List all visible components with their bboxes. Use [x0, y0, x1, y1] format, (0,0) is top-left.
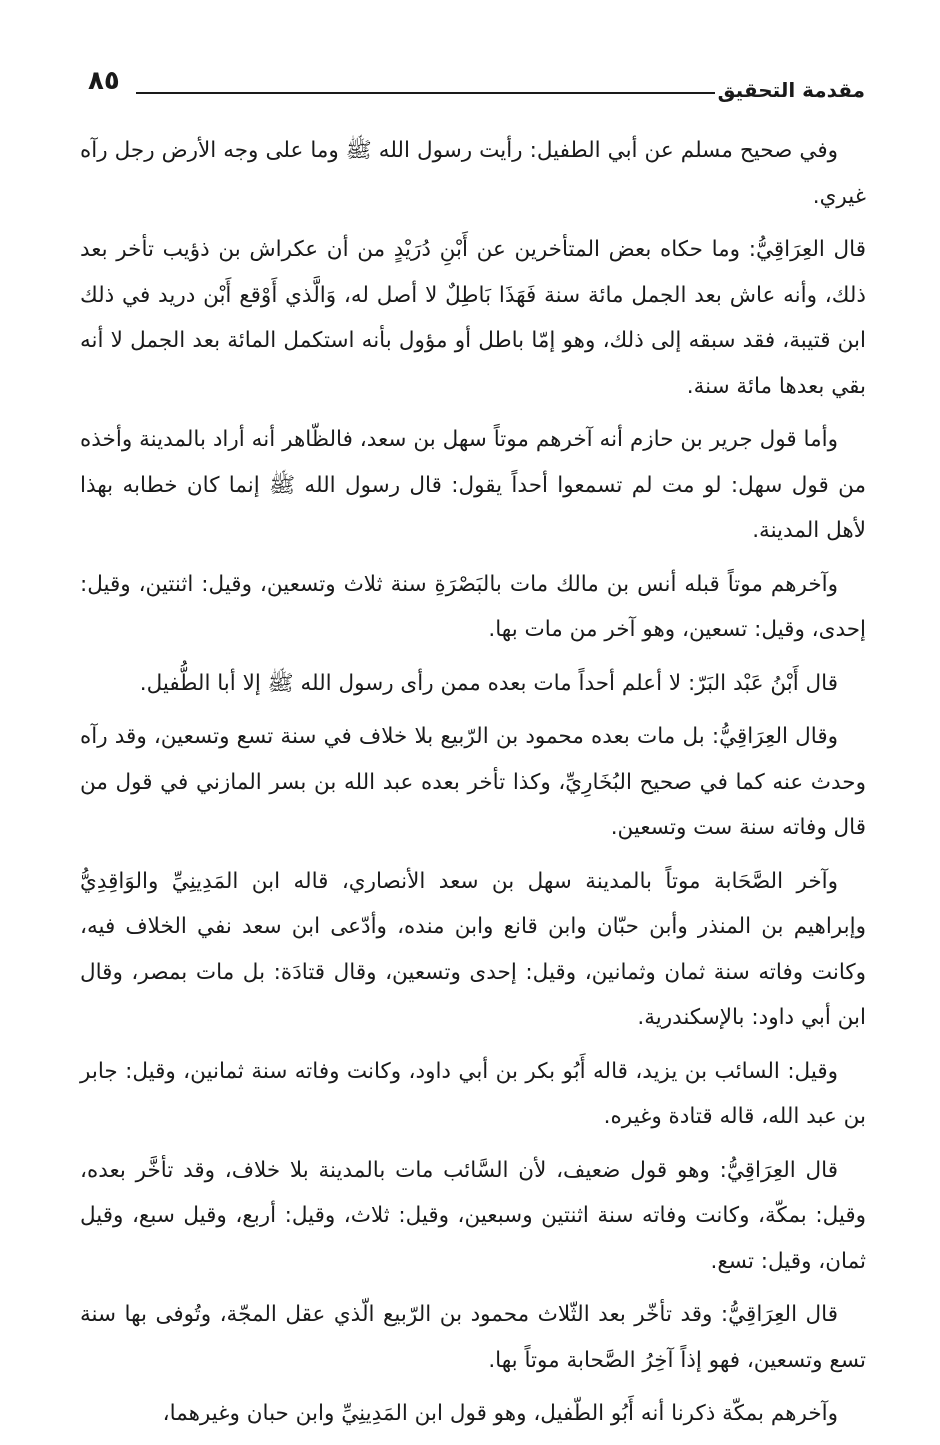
paragraph: قال العِرَاقِيُّ: وقد تأخّر بعد الثّلاث محمود بن الرّبيع الّذي عقل المجّة، وتُوفى بها سنة تسع وتسعين، فهو إذاً آخِرُ الصَّحابة موتاً بها. [80, 1302, 866, 1373]
paragraph: وآخرهم موتاً قبله أنس بن مالك مات بالبَصْرَةِ سنة ثلاث وتسعين، وقيل: اثنتين، وقيل: إحدى، وقيل: تسعين، وهو آخر من مات بها. [80, 571, 866, 642]
paragraph: وآخر الصَّحَابة موتاً بالمدينة سهل بن سعد الأنصاري، قاله ابن المَدِينِيِّ والوَاقِدِيُّ وإبراهيم بن المنذر وأبن حبّان وابن قانع وابن منده، وأدّعى ابن سعد نفي الخلاف فيه، وكانت وفاته سنة ثمان وثمانين، وقيل: إحدى وتسعين، وقال قتادَة: بل مات بمصر، وقال ابن أبي داود: بالإسكندرية. [80, 868, 866, 1030]
paragraph: قال أَبْنُ عَبْد البَرّ: لا أعلم أحداً مات بعده ممن رأى رسول الله ﷺ إلا أبا الطُّفيل. [139, 670, 838, 696]
paragraph: وقيل: السائب بن يزيد، قاله أَبُو بكر بن أبي داود، وكانت وفاته سنة ثمانين، وقيل: جابر بن عبد الله، قاله قتادة وغيره. [80, 1058, 866, 1129]
paragraph: قال العِرَاقِيُّ: وما حكاه بعض المتأخرين عن أَبْنِ دُرَيْدٍ من أن عكراش بن ذؤيب تأخر بعد ذلك، وأنه عاش بعد الجمل مائة سنة فَهَذَا بَاطِلٌ لا أصل له، وَالَّذي أَوْقع أَبْن دريد في ذلك ابن قتيبة، فقد سبقه إلى ذلك، وهو إمّا باطل أو مؤول بأنه استكمل المائة بعد الجمل لا أنه بقي بعدها مائة سنة. [80, 237, 866, 399]
paragraph: وآخرهم بمكّة ذكرنا أنه أَبُو الطّفيل، وهو قول ابن المَدِينِيِّ وابن حبان وغيرهما، [162, 1401, 838, 1426]
paragraph: وفي صحيح مسلم عن أبي الطفيل: رأيت رسول الله ﷺ وما على وجه الأرض رجل رآه غيري. [80, 138, 866, 209]
page-number: ٨٥ [88, 66, 120, 96]
page-header [80, 62, 865, 112]
body-text [80, 128, 866, 1445]
running-head: مقدمة التحقيق [717, 78, 865, 102]
paragraph: وأما قول جرير بن حازم أنه آخرهم موتاً سهل بن سعد، فالظّاهر أنه أراد بالمدينة وأخذه من قول سهل: لو مت لم تسمعوا أحداً يقول: قال رسول الله ﷺ إنما كان خطابه بهذا لأهل المدينة. [80, 427, 866, 543]
paragraph: وقال العِرَاقِيُّ: بل مات بعده محمود بن الرّبيع بلا خلاف في سنة تسع وتسعين، وقد رآه وحدث عنه كما في صحيح البُخَارِيِّ، وكذا تأخر بعده عبد الله بن بسر المازني في قول من قال وفاته سنة ست وتسعين. [80, 724, 866, 840]
paragraph: قال العِرَاقِيُّ: وهو قول ضعيف، لأن السَّائب مات بالمدينة بلا خلاف، وقد تأخَّر بعده، وقيل: بمكّة، وكانت وفاته سنة اثنتين وسبعين، وقيل: ثلاث، وقيل: أربع، وقيل سبع، وقيل ثمان، وقيل: تسع. [80, 1157, 866, 1274]
header-rule [136, 92, 715, 94]
